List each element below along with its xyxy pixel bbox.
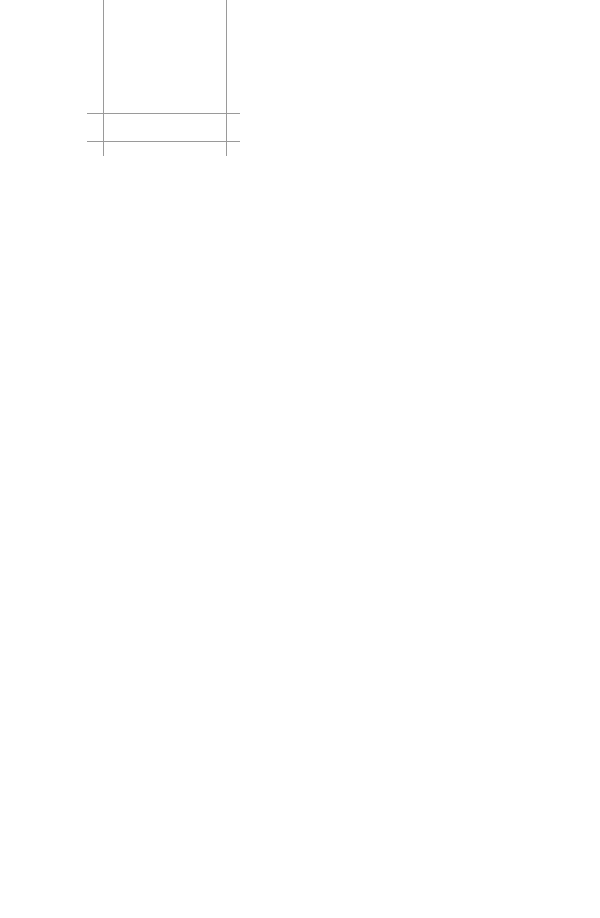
decorative-vertical-line-right [226, 0, 227, 156]
decorative-vertical-line-left [103, 0, 104, 156]
decorative-horizontal-line-bottom [87, 141, 240, 142]
decorative-horizontal-line-top [87, 113, 240, 114]
